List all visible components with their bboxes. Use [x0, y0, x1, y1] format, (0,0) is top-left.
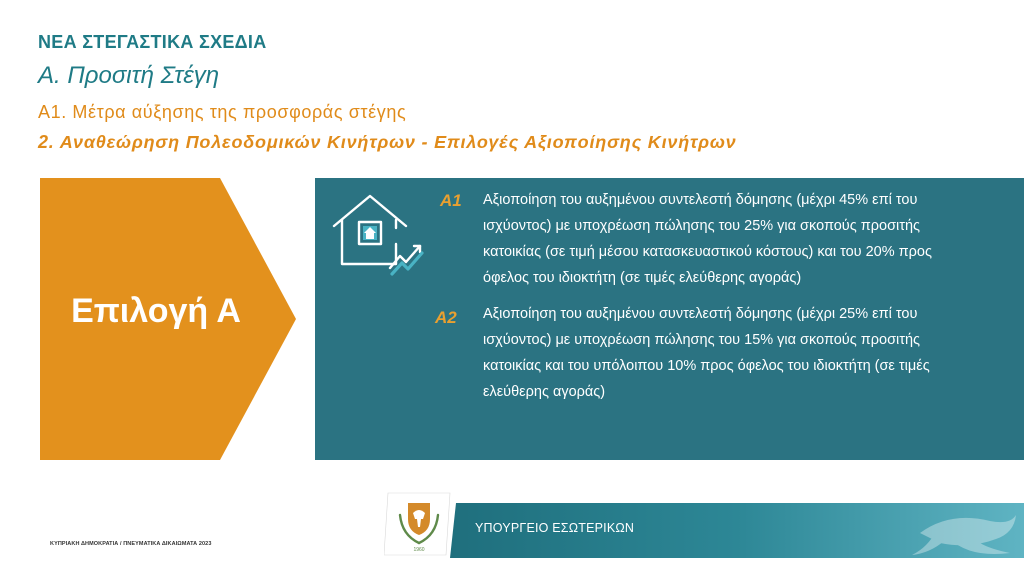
option-a2-line: κατοικίας και του υπόλοιπου 10% προς όφελος του ιδιοκτήτη (σε τιμές	[483, 358, 930, 374]
option-a1-line: ισχύοντος) με υποχρέωση πώλησης του 25% για σκοπούς προσιτής	[483, 218, 921, 234]
ministry-name: ΥΠΟΥΡΓΕΙΟ ΕΣΩΤΕΡΙΚΩΝ	[475, 521, 635, 535]
option-a1-line: Αξιοποίηση του αυξημένου συντελεστή δόμησης (μέχρι 45% επί του	[483, 192, 918, 208]
option-a1-line: όφελος του ιδιοκτήτη (σε τιμές ελεύθερης αγοράς)	[483, 270, 802, 286]
house-growth-icon	[330, 190, 426, 276]
option-a2-text	[483, 301, 1015, 405]
cyprus-coat-of-arms-icon	[384, 489, 454, 559]
option-a2-code: Α2	[435, 308, 457, 327]
option-a2-line: ελεύθερης αγοράς)	[483, 384, 606, 400]
presentation-title: ΝΕΑ ΣΤΕΓΑΣΤΙΚΑ ΣΧΕΔΙΑ	[38, 32, 267, 52]
subsection-heading: 2. Αναθεώρηση Πολεοδομικών Κινήτρων - Επιλογές Αξιοποίησης Κινήτρων	[38, 132, 737, 152]
option-a1-line: κατοικίας (σε τιμή μέσου κατασκευαστικού κόστους) και του 20% προς	[483, 244, 932, 260]
option-a2-line: ισχύοντος) με υποχρέωση πώλησης του 15% για σκοπούς προσιτής	[483, 332, 921, 348]
option-a2-line: Αξιοποίηση του αυξημένου συντελεστή δόμησης (μέχρι 25% επί του	[483, 306, 918, 322]
presentation-subtitle: Α. Προσιτή Στέγη	[38, 62, 220, 89]
option-a1-text	[483, 187, 1015, 291]
option-label: Επιλογή Α	[71, 292, 241, 330]
option-a1-code: Α1	[440, 191, 462, 210]
copyright-text: ΚΥΠΡΙΑΚΗ ΔΗΜΟΚΡΑΤΙΑ / ΠΝΕΥΜΑΤΙΚΑ ΔΙΚΑΙΩΜΑΤΑ 2023	[50, 541, 212, 547]
svg-text:1960: 1960	[413, 547, 425, 553]
section-heading: Α1. Μέτρα αύξησης της προσφοράς στέγης	[38, 102, 407, 122]
